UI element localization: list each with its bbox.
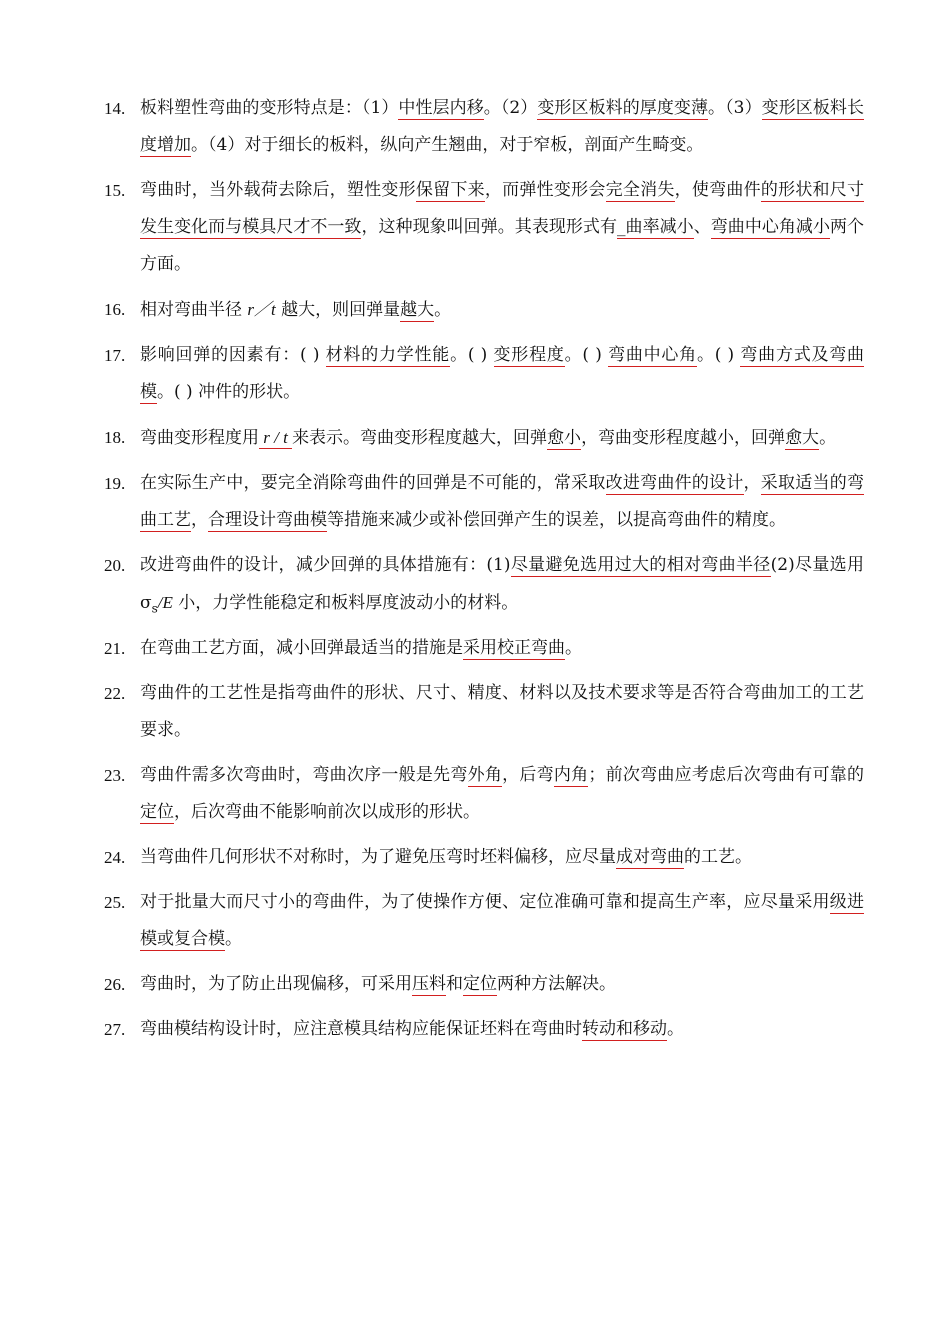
text-run: 相对弯曲半径 [140, 300, 248, 320]
answer-blank: 变形区板料的厚度变薄 [537, 98, 709, 118]
item-text [140, 172, 864, 283]
text-run: 。 [667, 1019, 684, 1039]
math-ratio: r／t [247, 300, 276, 319]
list-item [104, 884, 864, 958]
item-text [140, 675, 864, 749]
answer-blank: 定位 [463, 974, 497, 994]
text-run: 两个方面。 [140, 217, 865, 274]
list-item [104, 675, 864, 749]
list-item [104, 630, 864, 667]
text-run: 。( ) [564, 345, 609, 365]
answer-blank: 变形程度 [493, 345, 565, 365]
item-text [140, 1011, 864, 1048]
text-run: 和 [446, 974, 463, 994]
item-number: 25. [104, 893, 126, 912]
list-item [104, 465, 864, 539]
item-number: 27. [104, 1020, 126, 1039]
text-run: 、 [693, 217, 711, 237]
text-run: 。 [434, 300, 452, 320]
answer-blank: 合理设计弯曲模 [208, 510, 327, 530]
item-number: 23. [104, 766, 126, 785]
list-item [104, 419, 864, 457]
answer-blank: 成对弯曲 [616, 847, 684, 867]
text-run: 来表示。弯曲变形程度越大，回弹 [292, 428, 548, 448]
answer-blank: 中性层内移 [398, 98, 484, 118]
text-run: ；前次弯曲应考虑后次弯曲有可靠的 [588, 765, 865, 785]
text-run: ，使弯曲件 [674, 180, 761, 200]
item-number: 21. [104, 639, 126, 658]
list-item [104, 1011, 864, 1048]
item-number: 24. [104, 848, 126, 867]
item-number: 26. [104, 975, 126, 994]
item-text [140, 630, 864, 667]
item-text [140, 337, 864, 411]
text-run: 。（3） [708, 98, 762, 118]
list-item [104, 547, 864, 622]
item-text [140, 757, 864, 831]
text-run: ，这种现象叫回弹。其表现形式有 [361, 217, 618, 237]
answer-blank: 内角 [553, 765, 589, 785]
text-run: 越大，则回弹量 [275, 300, 401, 320]
list-item [104, 291, 864, 329]
text-run: 。 [819, 428, 837, 448]
item-text [140, 966, 864, 1003]
text-run: 。（2） [483, 98, 538, 118]
text-run: 的工艺。 [684, 847, 752, 867]
text-run: 在实际生产中，要完全消除弯曲件的回弹是不可能的，常采取 [140, 473, 606, 493]
item-text [140, 465, 864, 539]
list-item [104, 966, 864, 1003]
subscript: s [151, 601, 158, 616]
text-run: 对于批量大而尺寸小的弯曲件，为了使操作方便、定位准确可靠和提高生产率，应尽量采用 [140, 892, 830, 912]
text-run: 改进弯曲件的设计，减少回弹的具体措施有：(1) [140, 555, 511, 575]
answer-blank: _曲率减小 [617, 217, 694, 237]
answer-blank: 材料的力学性能 [325, 345, 451, 365]
item-text [140, 291, 864, 329]
answer-blank: 变形区板料长度增加 [140, 98, 864, 155]
answer-blank: 改进弯曲件的设计 [605, 473, 744, 493]
item-text [140, 884, 864, 958]
text-run: 弯曲件需多次弯曲时，弯曲次序一般是先弯 [140, 765, 468, 785]
list-item [104, 757, 864, 831]
text-run: 。( ) [450, 345, 494, 365]
item-number: 18. [104, 428, 126, 447]
list-item [104, 90, 864, 164]
item-number: 20. [104, 556, 126, 575]
answer-blank: 弯曲中心角减小 [710, 217, 830, 237]
answer-blank: 愈大 [785, 428, 820, 448]
text-run: 。 [225, 929, 242, 949]
list-item [104, 337, 864, 411]
text-run: 弯曲模结构设计时，应注意模具结构应能保证坯料在弯曲时 [140, 1019, 582, 1039]
item-number: 15. [104, 181, 126, 200]
answer-blank: 级进模或复合模 [140, 892, 865, 949]
answer-blank: 弯曲方式及弯曲模 [140, 345, 865, 402]
text-run: (2)尽量选用σ [140, 555, 864, 613]
item-text [140, 90, 864, 164]
text-run: ， [743, 473, 761, 493]
text-run: 。( ) [696, 345, 741, 365]
answer-blank: 愈小 [547, 428, 582, 448]
text-run: 。（4）对于细长的板料，纵向产生翘曲，对于窄板，剖面产生畸变。 [191, 135, 704, 155]
text-run: 。( ) 冲件的形状。 [157, 382, 301, 402]
question-list [104, 90, 864, 1056]
answer-blank: 定位 [140, 802, 174, 822]
text-run: ，后次弯曲不能影响前次以成形的形状。 [174, 802, 480, 822]
item-number: 17. [104, 346, 126, 365]
answer-blank: 的形状和尺寸发生变化而与模具尺才不一致 [140, 180, 865, 237]
item-number: 16. [104, 300, 126, 319]
text-run: ，后弯 [502, 765, 554, 785]
item-number: 14. [104, 99, 126, 118]
text-run: 板料塑性弯曲的变形特点是：（1） [140, 98, 399, 118]
math-ratio: r / t [259, 428, 293, 447]
list-item [104, 172, 864, 283]
text-run: ，而弹性变形会 [484, 180, 606, 200]
answer-blank: 完全消失 [605, 180, 675, 200]
item-number: 22. [104, 684, 126, 703]
item-text [140, 419, 864, 457]
answer-blank: 采用校正弯曲 [463, 638, 565, 658]
text-run: 当弯曲件几何形状不对称时，为了避免压弯时坯料偏移，应尽量 [140, 847, 616, 867]
answer-blank: 越大 [400, 300, 435, 320]
answer-blank: 保留下来 [415, 180, 485, 200]
list-item [104, 839, 864, 876]
item-text [140, 547, 864, 622]
answer-blank: 采取适当的弯曲工艺 [140, 473, 865, 530]
text-run: 弯曲时，当外载荷去除后，塑性变形 [140, 180, 416, 200]
text-run: 弯曲件的工艺性是指弯曲件的形状、尺寸、精度、材料以及技术要求等是否符合弯曲加工的工艺要求。 [140, 683, 864, 740]
answer-blank: 外角 [467, 765, 503, 785]
text-run: 。 [565, 638, 582, 658]
item-text [140, 839, 864, 876]
math-ratio: /E [157, 593, 173, 612]
text-run: 影响回弹的因素有：( ) [140, 345, 326, 365]
answer-blank: 压料 [412, 974, 446, 994]
answer-blank: 尽量避免选用过大的相对弯曲半径 [510, 555, 771, 575]
text-run: ，弯曲变形程度越小，回弹 [581, 428, 786, 448]
text-run: 小，力学性能稳定和板料厚度波动小的材料。 [172, 593, 519, 613]
text-run: 在弯曲工艺方面，减小回弹最适当的措施是 [140, 638, 463, 658]
item-number: 19. [104, 474, 126, 493]
answer-blank: 转动和移动 [582, 1019, 667, 1039]
answer-blank: 弯曲中心角 [608, 345, 697, 365]
text-run: 等措施来减少或补偿回弹产生的误差，以提高弯曲件的精度。 [327, 510, 786, 530]
text-run: 弯曲变形程度用 [140, 428, 259, 448]
text-run: ， [191, 510, 208, 530]
text-run: 弯曲时，为了防止出现偏移，可采用 [140, 974, 412, 994]
text-run: 两种方法解决。 [497, 974, 616, 994]
